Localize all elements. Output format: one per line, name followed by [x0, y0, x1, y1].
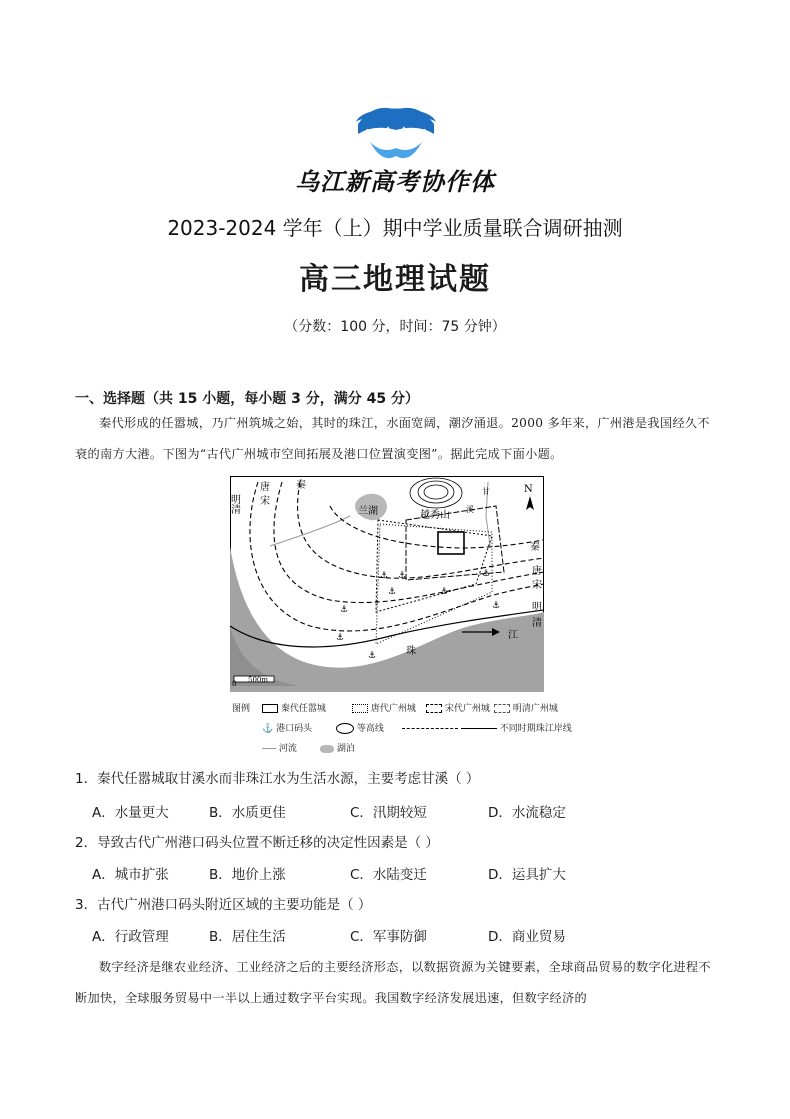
question-3-option-a[interactable]: A．行政管理 [92, 929, 169, 945]
wave-logo-icon [352, 100, 440, 164]
port-anchor-icon: ⚓ [380, 571, 389, 581]
legend-port: ⚓ 港口码头 [262, 724, 313, 734]
question-3-stem: 3．古代广州港口码头附近区域的主要功能是（ ） [75, 897, 372, 913]
map-label-qin-top: 秦 [296, 480, 306, 491]
legend-contour: 等高线 [336, 721, 384, 734]
map-label-north: N [524, 484, 533, 495]
section-title: 一、选择题（共 15 小题，每小题 3 分，满分 45 分） [75, 391, 419, 407]
legend-song-city: 宋代广州城 [426, 701, 490, 714]
question-1-option-d[interactable]: D．水流稳定 [488, 805, 566, 821]
port-anchor-icon: ⚓ [340, 605, 349, 615]
map-label-gan: 甘 [482, 487, 490, 496]
question-2-stem: 2．导致古代广州港口码头位置不断迁移的决定性因素是（ ） [75, 835, 439, 851]
map-label-right-ming: 明 [532, 602, 542, 613]
map-scale-zero: 0 [232, 680, 237, 688]
question-1-option-a[interactable]: A．水量更大 [92, 805, 169, 821]
question-3-option-c[interactable]: C．军事防御 [350, 929, 427, 945]
map-label-right-song: 宋 [532, 580, 542, 591]
map-label-xi: 溪 [466, 505, 474, 514]
intro-paragraph: 秦代形成的任嚣城，乃广州筑城之始，其时的珠江，水面宽阔，潮汐涌退。2000 多年来，广州港是我国经久不衰的南方大港。下图为“古代广州城市空间拓展及港口位置演变图”。据此完成下面小题。 [75, 416, 710, 461]
legend-tang-city: 唐代广州城 [352, 701, 416, 714]
question-1-option-b[interactable]: B．水质更佳 [209, 805, 286, 821]
port-anchor-icon: ⚓ [388, 587, 397, 597]
port-anchor-icon: ⚓ [492, 601, 501, 611]
exam-title: 2023-2024 学年（上）期中学业质量联合调研抽测 [167, 216, 623, 240]
port-anchor-icon: ⚓ [440, 587, 449, 597]
map-label-tang: 唐 [260, 482, 270, 493]
map-label-yuexiu: 越秀山 [420, 510, 450, 521]
digital-economy-paragraph: 数字经济是继农业经济、工业经济之后的主要经济形态，以数据资源为关键要素，全球商品贸易的数字化进程不断加快，全球服务贸易中一半以上通过数字平台实现。我国数字经济发展迅速，但数字经济的 [75, 960, 711, 1005]
port-anchor-icon: ⚓ [336, 633, 345, 643]
map-label-right-qin: 秦 [530, 542, 540, 553]
question-1-stem: 1．秦代任嚣城取甘溪水而非珠江水为生活水源，主要考虑甘溪（ ） [75, 771, 480, 787]
question-2-option-c[interactable]: C．水陆变迁 [350, 867, 427, 883]
subject-title: 高三地理试题 [299, 262, 491, 297]
map-legend [232, 698, 592, 758]
organization-logo-text: 乌江新高考协作体 [295, 168, 495, 196]
port-anchor-icon: ⚓ [398, 571, 407, 581]
map-label-lan-lake: 兰湖 [358, 506, 378, 517]
question-2-option-a[interactable]: A．城市扩张 [92, 867, 169, 883]
question-3-option-d[interactable]: D．商业贸易 [488, 929, 566, 945]
map-label-zhu: 珠 [406, 646, 416, 657]
legend-title: 图例 [232, 704, 251, 714]
question-1-option-c[interactable]: C．汛期较短 [350, 805, 427, 821]
legend-lake: 湖泊 [320, 741, 355, 754]
map-label-jiang: 江 [508, 630, 518, 641]
question-3-option-b[interactable]: B．居住生活 [209, 929, 286, 945]
question-2-option-d[interactable]: D．运具扩大 [488, 867, 566, 883]
question-2-option-b[interactable]: B．地价上涨 [209, 867, 286, 883]
legend-bank: 不同时期珠江岸线 [402, 721, 572, 734]
score-time-info: （分数：100 分，时间：75 分钟） [284, 319, 506, 335]
map-label-right-qing: 清 [532, 618, 542, 629]
legend-qin-city: 秦代任嚣城 [262, 701, 326, 714]
port-anchor-icon: ⚓ [482, 569, 491, 579]
legend-river: 河流 [262, 741, 297, 754]
map-label-song: 宋 [260, 496, 270, 507]
legend-mingqing-city: 明清广州城 [494, 701, 558, 714]
map-label-right-tang: 唐 [532, 566, 542, 577]
map-label-mingqing: 明清 [228, 494, 240, 514]
guangzhou-map-figure [230, 476, 544, 692]
map-scale-500: 500m [248, 676, 268, 684]
port-anchor-icon: ⚓ [368, 651, 377, 661]
